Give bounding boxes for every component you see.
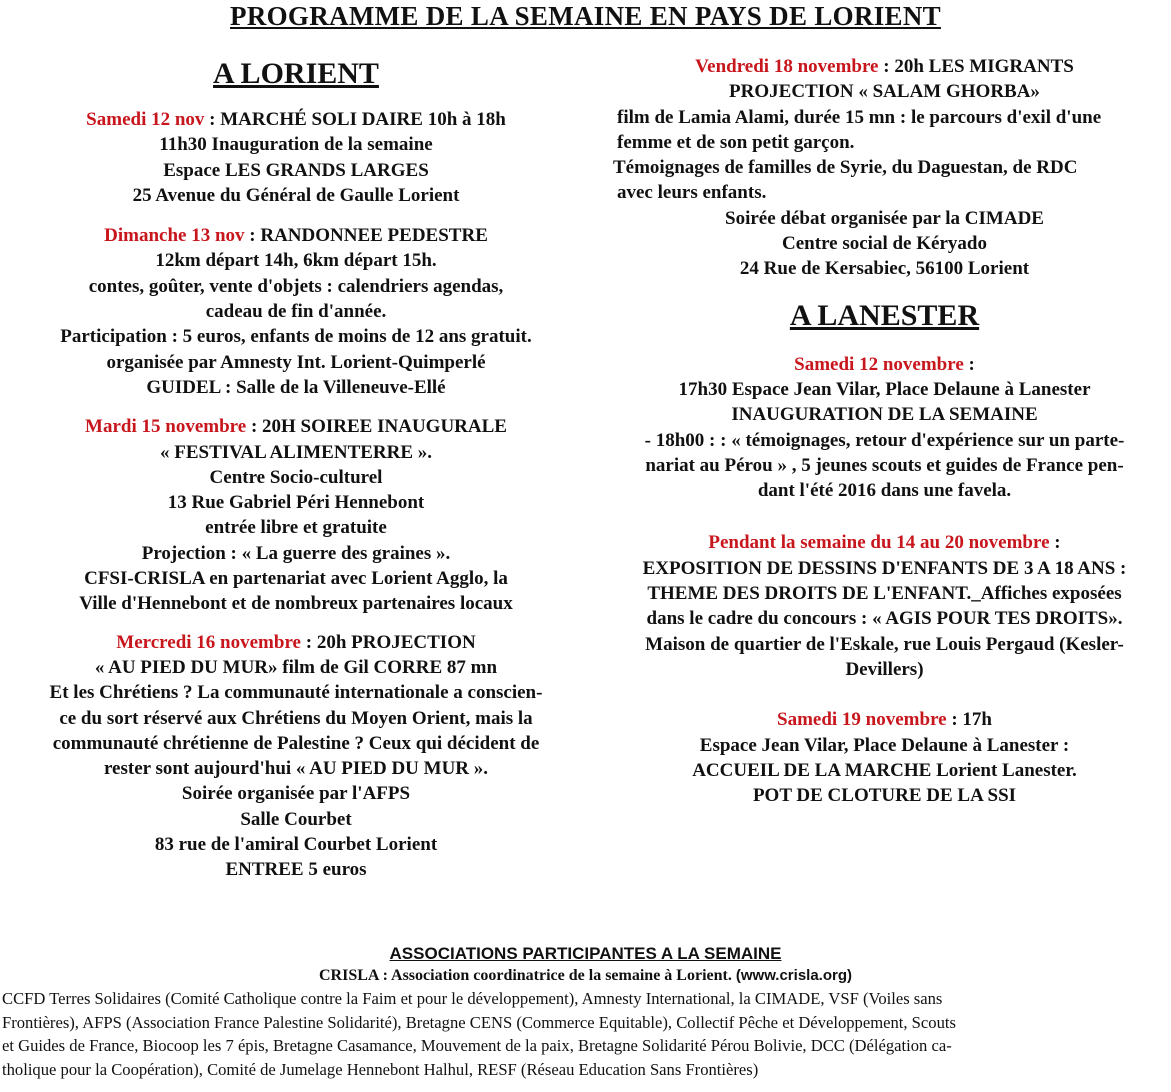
- lorient-heading: A LORIENT: [213, 57, 379, 90]
- event-date: Samedi 19 novembre: [777, 709, 947, 731]
- event-line: « FESTIVAL ALIMENTERRE ».: [159, 441, 433, 463]
- event-line: film de Lamia Alami, durée 15 mn : le parcours d'exil d'une: [617, 106, 1102, 128]
- event-line: 24 Rue de Kersabiec, 56100 Lorient: [739, 258, 1030, 280]
- event-line: ENTREE 5 euros: [225, 859, 367, 881]
- event-block: [598, 530, 1171, 682]
- event-line: dant l'été 2016 dans une favela.: [757, 480, 1012, 502]
- event-head: 20h LES MIGRANTS: [894, 56, 1074, 77]
- event-line: organisée par Amnesty Int. Lorient-Quimperlé: [106, 351, 486, 373]
- associations-line: tholique pour la Coopération), Comité de Jumelage Hennebont Halhul, RESF (Réseau Education Sans Frontières): [2, 1060, 759, 1080]
- associations-line: et Guides de France, Biocoop les 7 épis, Bretagne Casamance, Mouvement de la paix, Bretagne Solidarité Pérou Bolivie, DCC (Délégation ca-: [2, 1036, 952, 1056]
- event-line: Projection : « La guerre des graines ».: [141, 542, 451, 564]
- event-line: CFSI-CRISLA en partenariat avec Lorient Agglo, la: [84, 568, 508, 590]
- event-line: Participation : 5 euros, enfants de moins de 12 ans gratuit.: [60, 326, 532, 348]
- event-date: Vendredi 18 novembre: [695, 56, 879, 77]
- event-line: GUIDEL : Salle de la Villeneuve-Ellé: [146, 376, 446, 398]
- event-block: [0, 107, 592, 208]
- event-sep: :: [300, 631, 317, 653]
- event-line: Maison de quartier de l'Eskale, rue Louis Pergaud (Kesler-: [645, 633, 1124, 655]
- event-sep: :: [963, 353, 975, 375]
- event-block: [0, 223, 592, 400]
- event-header: [598, 352, 1171, 377]
- event-line: rester sont aujourd'hui « AU PIED DU MUR ».: [103, 758, 489, 780]
- event-line: 17h30 Espace Jean Vilar, Place Delaune à Lanester: [678, 378, 1091, 400]
- event-line: communauté chrétienne de Palestine ? Ceux qui décident de: [52, 732, 540, 754]
- event-line: cadeau de fin d'année.: [205, 301, 387, 323]
- event-date: Samedi 12 novembre: [794, 353, 964, 375]
- footer: [0, 943, 1171, 1082]
- footer-coordinator: [0, 965, 1171, 987]
- event-line: Centre social de Kéryado: [782, 233, 987, 255]
- event-line: - 18h00 : : « témoignages, retour d'expérience sur un parte-: [644, 429, 1125, 451]
- lorient-events: [0, 107, 592, 883]
- event-line: dans le cadre du concours : « AGIS POUR TES DROITS».: [646, 608, 1123, 630]
- event-line: PROJECTION « SALAM GHORBA»: [729, 81, 1040, 103]
- event-sep: :: [246, 416, 263, 438]
- event-header: [0, 414, 592, 439]
- event-line: Témoignages de familles de Syrie, du Daguestan, de RDC: [613, 157, 1078, 179]
- event-line: INAUGURATION DE LA SEMAINE: [731, 404, 1038, 426]
- event-head: 20h PROJECTION: [316, 631, 476, 653]
- lanester-heading: A LANESTER: [789, 298, 980, 332]
- event-friday: [598, 54, 1171, 282]
- event-line: 25 Avenue du Général de Gaulle Lorient: [132, 184, 460, 206]
- event-line: Devillers): [845, 658, 924, 680]
- page-title: PROGRAMME DE LA SEMAINE EN PAYS DE LORIENT: [230, 1, 941, 31]
- event-line: Espace Jean Vilar, Place Delaune à Lanester :: [699, 734, 1070, 756]
- event-line: Espace LES GRANDS LARGES: [163, 159, 429, 181]
- event-line: 13 Rue Gabriel Péri Hennebont: [167, 492, 425, 514]
- event-head: 20H SOIREE INAUGURALE: [262, 416, 507, 438]
- event-header: [0, 223, 592, 248]
- event-sep: :: [204, 109, 221, 130]
- right-column: [598, 54, 1171, 808]
- event-date: Samedi 12 nov: [86, 109, 205, 130]
- event-block: [598, 352, 1171, 504]
- event-date: Pendant la semaine du 14 au 20 novembre: [708, 532, 1050, 554]
- event-header: [0, 107, 592, 132]
- event-header: [598, 530, 1171, 555]
- event-line: femme et de son petit garçon.: [617, 131, 855, 153]
- event-line: contes, goûter, vente d'objets : calendriers agendas,: [88, 275, 504, 297]
- event-sep: :: [244, 225, 261, 247]
- event-header: [0, 630, 592, 655]
- event-line: Salle Courbet: [240, 808, 352, 830]
- event-line: avec leurs enfants.: [617, 182, 767, 204]
- event-line: ce du sort réservé aux Chrétiens du Moyen Orient, mais la: [59, 707, 533, 729]
- event-head: RANDONNEE PEDESTRE: [260, 225, 488, 247]
- event-line: 83 rue de l'amiral Courbet Lorient: [154, 834, 438, 856]
- event-date: Dimanche 13 nov: [104, 225, 245, 247]
- event-line: Et les Chrétiens ? La communauté internationale a conscien-: [49, 682, 543, 704]
- event-line: 12km départ 14h, 6km départ 15h.: [155, 250, 437, 272]
- event-line: ACCUEIL DE LA MARCHE Lorient Lanester.: [692, 759, 1077, 781]
- footer-associations: [0, 987, 1171, 1082]
- associations-line: CCFD Terres Solidaires (Comité Catholique contre la Faim et pour le développement), Amnesty International, la CIMADE, VSF (Voiles sans: [2, 989, 943, 1008]
- event-block: [0, 414, 592, 616]
- event-sep: :: [1049, 532, 1061, 554]
- event-line: POT DE CLOTURE DE LA SSI: [752, 785, 1017, 807]
- coordinator-text: CRISLA : Association coordinatrice de la semaine à Lorient.: [318, 967, 736, 984]
- event-line: 11h30 Inauguration de la semaine: [159, 134, 433, 156]
- event-block: [0, 630, 592, 883]
- event-line: Ville d'Hennebont et de nombreux partenaires locaux: [79, 593, 513, 615]
- event-line: « AU PIED DU MUR» film de Gil CORRE 87 mn: [94, 656, 498, 678]
- footer-heading: ASSOCIATIONS PARTICIPANTES A LA SEMAINE: [389, 944, 782, 963]
- event-block: [598, 707, 1171, 808]
- event-sep: :: [946, 709, 963, 731]
- event-line: Centre Socio-culturel: [209, 466, 383, 488]
- event-sep: :: [878, 56, 895, 77]
- event-line: entrée libre et gratuite: [205, 517, 387, 539]
- lorient-column: [0, 54, 592, 883]
- event-date: Mardi 15 novembre: [85, 416, 247, 438]
- lanester-events: [598, 352, 1171, 809]
- event-header: [598, 707, 1171, 732]
- crisla-link: (www.crisla.org): [735, 967, 852, 984]
- event-line: THEME DES DROITS DE L'ENFANT._Affiches exposées: [647, 583, 1122, 605]
- event-date: Mercredi 16 novembre: [116, 631, 301, 653]
- event-head: 17h: [962, 709, 992, 731]
- associations-line: Frontières), AFPS (Association France Palestine Solidarité), Bretagne CENS (Commerce Equitable), Collectif Pêche et Développement, Scouts: [2, 1012, 956, 1032]
- event-line: Soirée organisée par l'AFPS: [181, 783, 411, 805]
- event-line: EXPOSITION DE DESSINS D'ENFANTS DE 3 A 18 ANS :: [642, 557, 1127, 579]
- event-line: Soirée débat organisée par la CIMADE: [725, 207, 1044, 229]
- event-line: nariat au Pérou » , 5 jeunes scouts et guides de France pen-: [645, 454, 1124, 476]
- event-head: MARCHÉ SOLI DAIRE 10h à 18h: [220, 109, 506, 130]
